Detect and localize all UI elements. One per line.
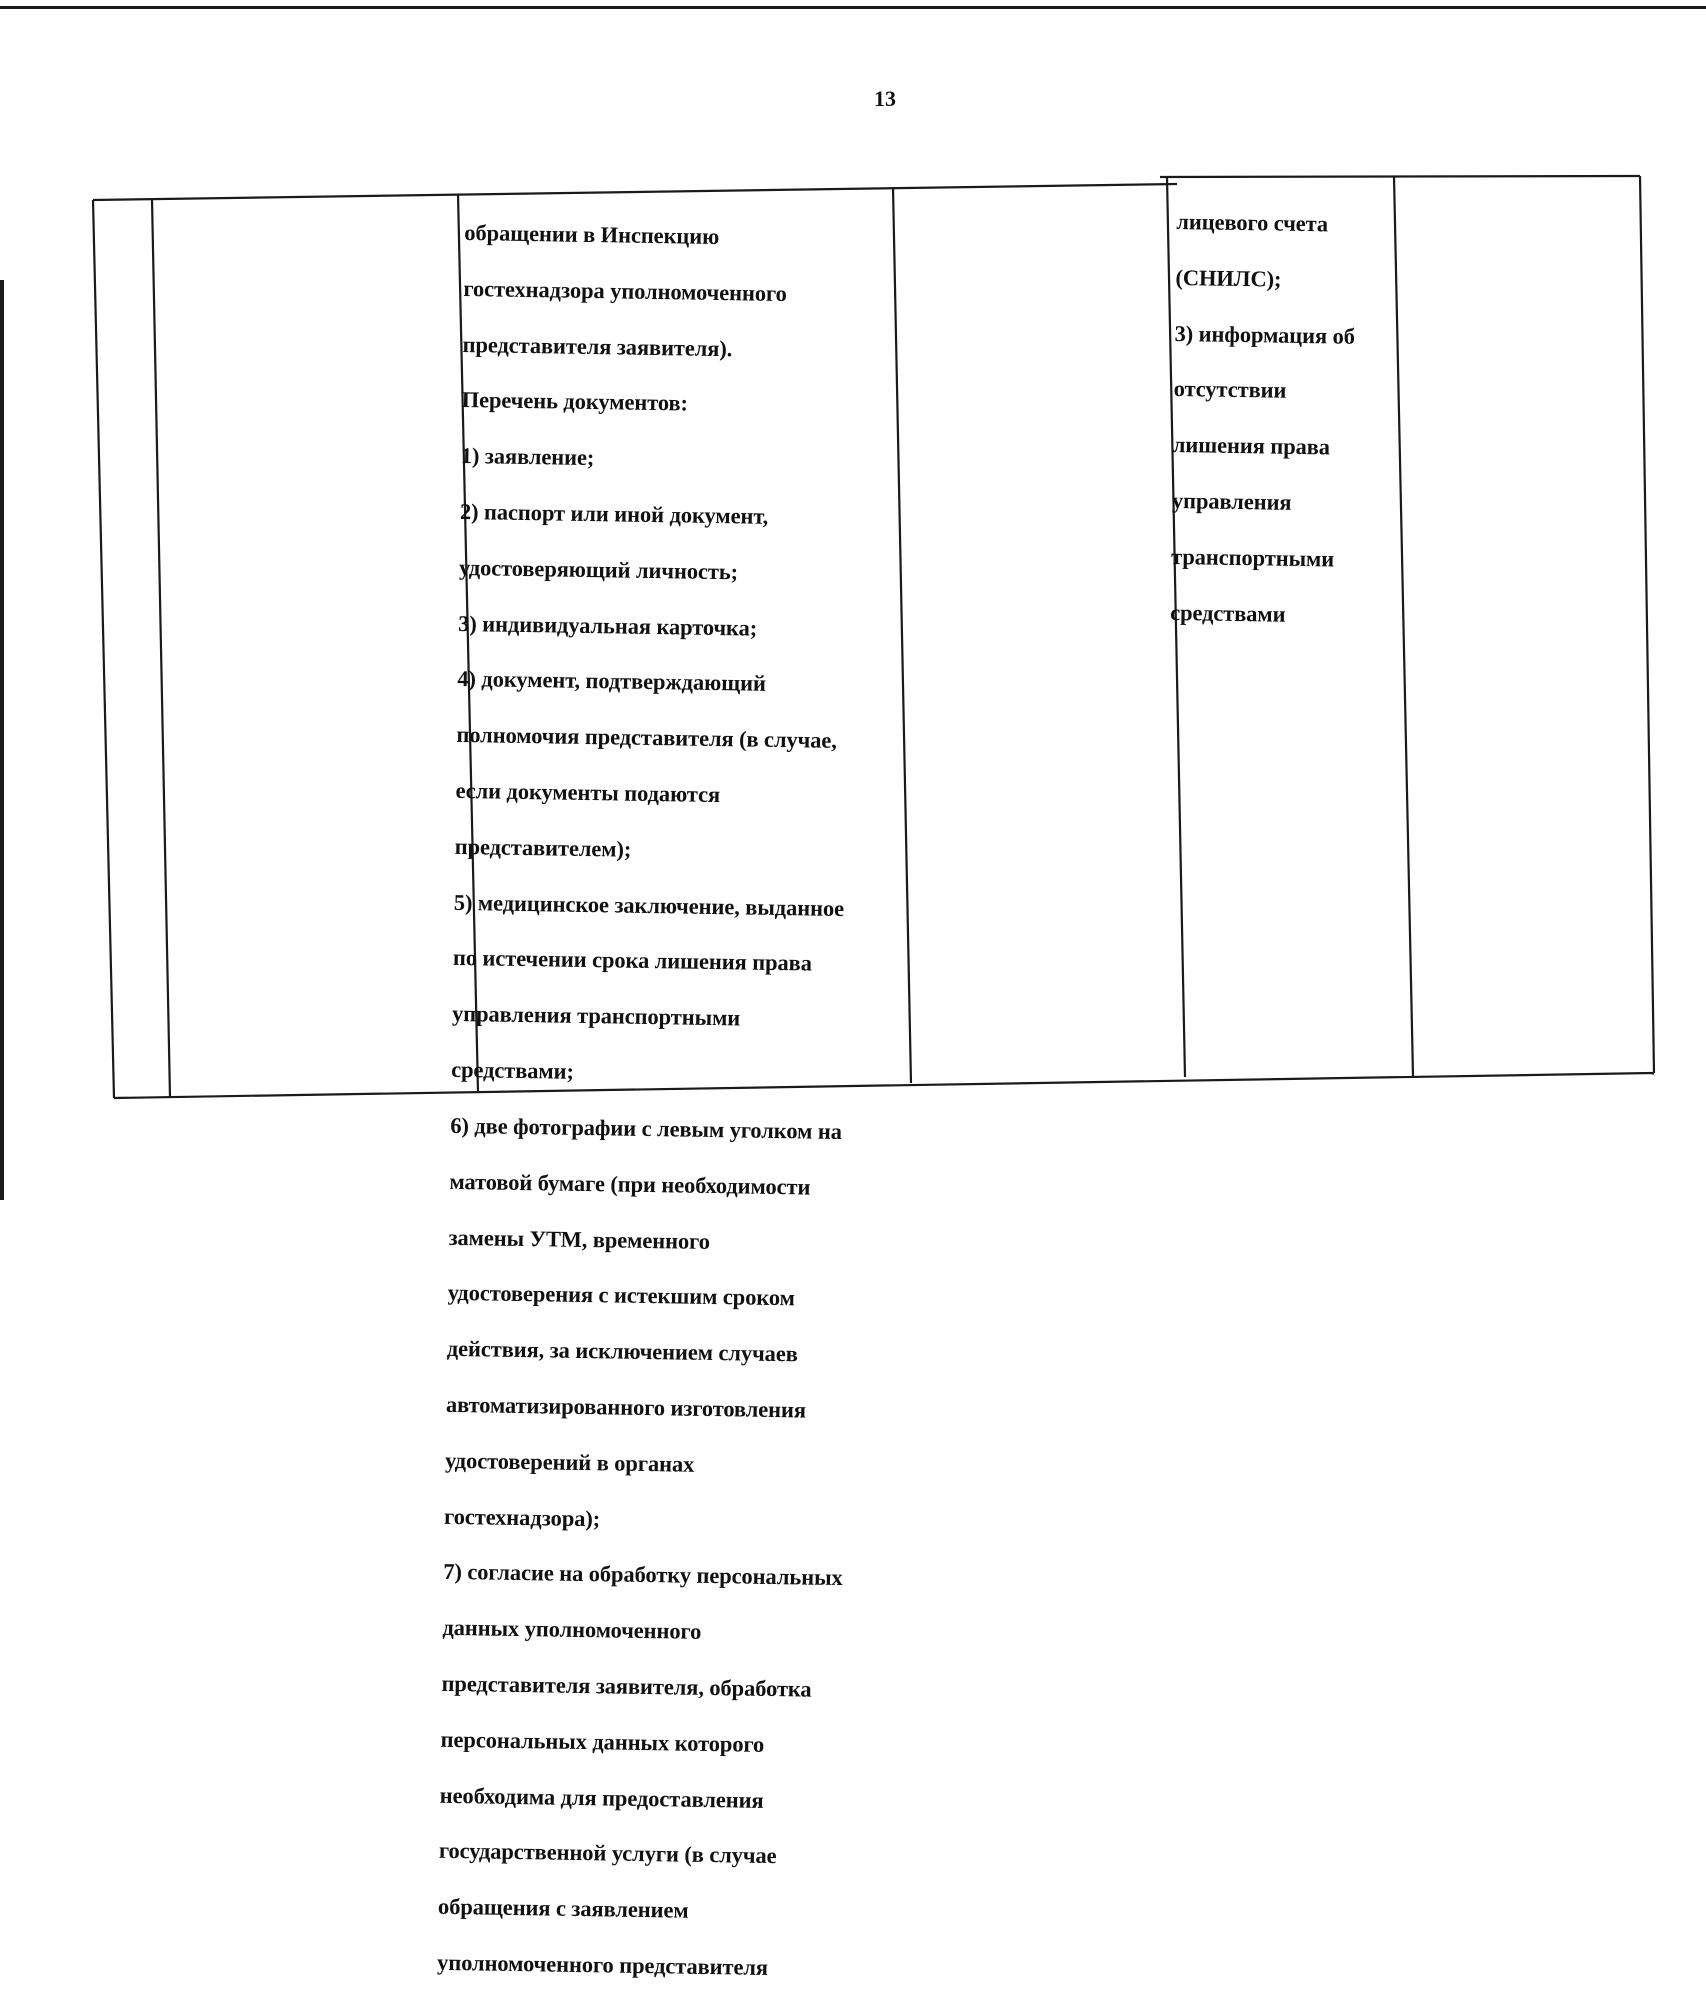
docs-line: матовой бумаге (при необходимости <box>449 1168 811 1200</box>
page-number: 13 <box>874 86 896 111</box>
docs-line: удостоверения с истекшим сроком <box>447 1280 796 1311</box>
table-left-border <box>93 200 114 1098</box>
docs-list-heading: Перечень документов: <box>461 387 689 416</box>
docs-line: 2) паспорт или иной документ, <box>459 498 769 529</box>
docs-line: 4) документ, подтверждающий <box>457 666 766 697</box>
documents-list-cell <box>437 191 905 2012</box>
docs-line: гостехнадзора уполномоченного <box>463 275 787 306</box>
extra-line: отсутствии <box>1173 376 1287 404</box>
docs-line: удостоверений в органах <box>444 1447 695 1477</box>
docs-line: замены УТМ, временного <box>448 1224 711 1254</box>
docs-line: управления транспортными <box>451 1001 741 1031</box>
docs-line: 3) индивидуальная карточка; <box>458 610 758 641</box>
docs-line: персональных данных которого <box>440 1726 765 1757</box>
table-top-border-right <box>1160 176 1640 177</box>
extra-line: управления <box>1171 487 1292 515</box>
docs-line: представителя заявителя, обработка <box>441 1670 812 1702</box>
extra-line: транспортными <box>1170 543 1335 572</box>
extra-line: (СНИЛС); <box>1175 264 1282 292</box>
extra-documents-cell <box>1170 180 1402 658</box>
extra-line: 3) информация об <box>1174 320 1356 349</box>
docs-line: 6) две фотографии с левым уголком на <box>450 1112 843 1144</box>
docs-line: уполномоченного представителя <box>436 1949 769 1981</box>
docs-line: данных уполномоченного <box>442 1615 702 1645</box>
column-divider-1 <box>152 199 170 1097</box>
docs-line: обращении в Инспекцию <box>464 219 720 249</box>
docs-line: удостоверяющий личность; <box>458 554 739 585</box>
extra-line: лицевого счета <box>1176 208 1329 237</box>
docs-line: средствами; <box>451 1056 575 1084</box>
docs-line: необходима для предоставления <box>439 1782 764 1813</box>
docs-line: действия, за исключением случаев <box>446 1336 798 1367</box>
docs-line: 7) согласие на обработку персональных <box>443 1559 843 1591</box>
docs-line: полномочия представителя (в случае, <box>456 722 837 754</box>
extra-line: лишения права <box>1172 432 1331 460</box>
table-right-border <box>1640 176 1654 1073</box>
docs-line: государственной услуги (в случае <box>438 1838 777 1869</box>
docs-line: гостехнадзора); <box>443 1503 601 1531</box>
extra-line: средствами <box>1170 599 1286 627</box>
docs-line: представителем); <box>454 833 632 862</box>
docs-line: представителя заявителя). <box>462 331 733 361</box>
docs-line: автоматизированного изготовления <box>445 1391 807 1423</box>
docs-line: если документы подаются <box>455 777 721 808</box>
docs-line: по истечении срока лишения права <box>452 945 813 977</box>
docs-line: 1) заявление; <box>460 443 595 471</box>
docs-line: 5) медицинское заключение, выданное <box>453 889 845 921</box>
docs-line: обращения с заявлением <box>437 1894 689 1924</box>
